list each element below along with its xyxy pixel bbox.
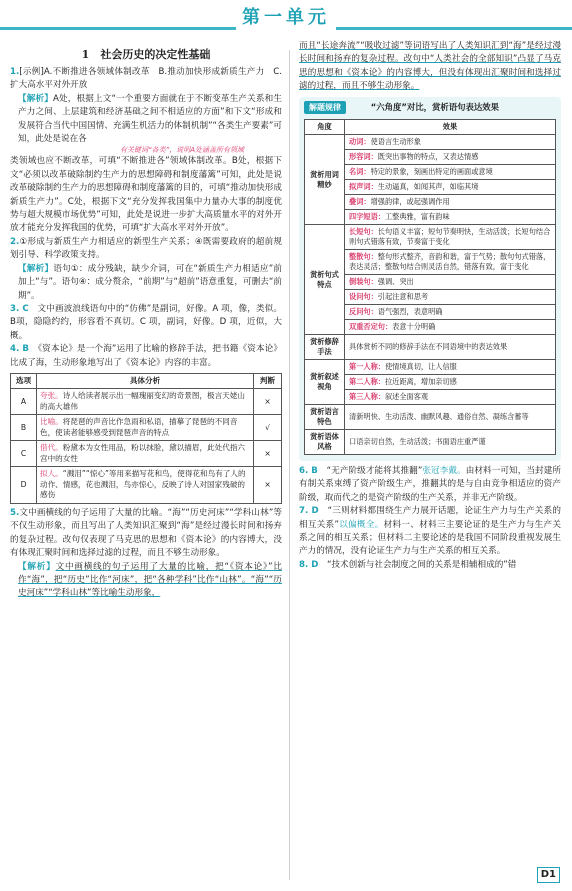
guide-effect-text: 语气强烈，表意明确 xyxy=(377,307,443,317)
guide-keyword: 叠词： xyxy=(349,197,371,207)
table-row xyxy=(11,415,282,441)
question-1-analysis-a: A处，根据上文“一个重要方面就在于不断变革生产关系和生产力之间、上层建筑和经济基础之间不相适应的方面”和下文“形成和发展符合当代中国国情、充满生机活力的体制机制”“各类生产要素”可知，此处是说在各 xyxy=(18,93,282,145)
question-5-continued: 而且“长途奔流”“吸收过滤”等词语写出了人类知识汇到“海”是经过漫长时间和扬弃的复杂过程。改句中“人类社会的全部知识”凸显了马克思的思想和《资本论》的内容博大，但没有体现出汇聚时间和选择过滤的过程，而且不够生动形象。 xyxy=(299,41,561,92)
guide-keyword: 设问句： xyxy=(349,292,378,302)
guide-keyword: 动词： xyxy=(349,137,371,147)
guide-effect-text: 工整典雅，富有韵味 xyxy=(384,212,450,222)
question-7-lead: “三则材料都围绕生产力展开话题，论证生产力与生产关系的相互关系” xyxy=(299,506,561,530)
option-cell: C xyxy=(11,441,37,467)
unit-banner xyxy=(0,0,572,44)
question-8-lead: “技术创新与社会制度之间的关系是相辅相成的”错 xyxy=(326,559,517,570)
guide-effect-cell xyxy=(345,305,556,320)
guide-category: 赏析叙述视角 xyxy=(305,360,345,405)
guide-effect-cell xyxy=(345,210,556,225)
guide-effect-cell xyxy=(345,135,556,150)
device-keyword: 夸张。 xyxy=(40,391,63,401)
guide-effect-cell xyxy=(345,390,556,405)
guide-keyword: 拟声词： xyxy=(349,182,378,192)
judgement-cell: √ xyxy=(254,415,282,441)
question-5-analysis-body: 文中画横线的句子运用了大量的比喻，把“《资本论》”比作“海”，把“历史”比作“河床”，把“各种学科”比作“山林”。“海”“历史河床”“学科山林”等比喻生动形象， xyxy=(18,561,282,599)
guide-keyword: 反问句： xyxy=(349,307,378,317)
guide-effect-cell xyxy=(345,150,556,165)
table-row xyxy=(11,389,282,415)
guide-category: 赏析语言特色 xyxy=(305,405,345,430)
analysis-text: 诗人给读者展示出一幅瑰丽变幻的奇景图，极言天姥山的高大雄伟 xyxy=(40,391,246,411)
guide-table-header: 效果 xyxy=(345,120,556,135)
guide-category: 赏析语体风格 xyxy=(305,430,345,455)
guide-effect-text: 拉近距离，增加亲切感 xyxy=(384,377,457,387)
question-6-body: 由材料一可知，当封建所有制关系束缚了资产阶级生产，推翻其的是与自由竞争相适应的资产阶级，取而代之的是资产阶级的生产关系，并非无产阶级。 xyxy=(299,466,561,503)
analysis-cell xyxy=(37,441,254,467)
guide-row xyxy=(305,135,556,150)
question-2-analysis xyxy=(10,263,282,303)
guide-effect-text: 使情境真切，让人信服 xyxy=(384,362,457,372)
analysis-tag: 【解析】 xyxy=(18,93,53,104)
guide-keyword: 形容词： xyxy=(349,152,378,162)
question-8-number: 8. D xyxy=(299,559,319,570)
guide-effect-text: 口语亲切自然，生动活泼；书面语庄重严谨 xyxy=(349,437,486,447)
guide-keyword: 第一人称： xyxy=(349,362,385,372)
guide-keyword: 长短句： xyxy=(349,227,378,237)
guide-effect-text: 使语言生动形象 xyxy=(370,137,421,147)
question-3 xyxy=(10,303,282,343)
guide-effect-text: 强调、突出 xyxy=(377,277,414,287)
question-5-analysis xyxy=(10,561,282,601)
question-1-answer: [示例]A.不断推进各领域体制改革 B.推动加快形成新质生产力 C.扩大高水平对外开放 xyxy=(10,67,282,91)
question-2-analysis-body: 语句①：成分残缺，缺少介词，可在“新质生产力相适应”前加上“与”。语句④：成分赘余，“前期”与“超前”语意重复，可删去“前期”。 xyxy=(18,263,282,301)
guide-table-header: 角度 xyxy=(305,120,345,135)
question-4-number: 4. B xyxy=(10,344,29,355)
question-5-number: 5. xyxy=(10,507,20,518)
guide-effect-cell xyxy=(345,275,556,290)
analysis-cell xyxy=(37,415,254,441)
guide-effect-text: 增强韵律，或起强调作用 xyxy=(370,197,450,207)
right-column xyxy=(299,40,561,572)
guide-row xyxy=(305,335,556,360)
option-cell: B xyxy=(11,415,37,441)
guide-category: 赏析修辞手法 xyxy=(305,335,345,360)
guide-effect-cell xyxy=(345,375,556,390)
question-6-number: 6. B xyxy=(299,466,318,477)
guide-title: “六角度”对比，赏析语句表达效果 xyxy=(370,101,499,112)
guide-effect-cell xyxy=(345,180,556,195)
question-7-number: 7. D xyxy=(299,506,319,517)
guide-effect-text: 具体赏析不同的修辞手法在不同语境中的表达效果 xyxy=(349,342,508,352)
question-8 xyxy=(299,559,561,572)
guide-keyword: 倒装句： xyxy=(349,277,378,287)
question-3-number: 3. C xyxy=(10,303,29,314)
judgement-cell: × xyxy=(254,467,282,504)
guide-effect-text: 清新明快、生动活泼、幽默风趣、通俗自然、凝练含蓄等 xyxy=(349,412,529,422)
margin-note: 有关键词“各类”，说明A处涵盖所有领域 xyxy=(120,146,245,155)
guide-keyword: 整散句： xyxy=(349,252,378,262)
guide-category: 赏析句式特点 xyxy=(305,225,345,335)
guide-effect-text: 叙述全面客观 xyxy=(384,392,429,402)
question-4-body: 《资本论》是一个海”运用了比喻的修辞手法，把书籍《资本论》比成了海，生动形象地写出了《资本论》内容的丰富。 xyxy=(10,344,282,368)
table-header: 判断 xyxy=(254,373,282,389)
unit-title: 第一单元 xyxy=(236,4,336,32)
question-6-lead: “无产阶级才能将其推翻” xyxy=(326,466,423,477)
question-2 xyxy=(10,236,282,263)
guide-effect-cell xyxy=(345,335,556,360)
question-1 xyxy=(10,66,282,93)
analysis-tag: 【解析】 xyxy=(18,263,54,274)
question-2-answer: ①形成与新质生产力相适应的新型生产关系；④既需要政府的超前规划引导、科学政策支持。 xyxy=(10,236,282,261)
guide-effect-cell xyxy=(345,225,556,250)
question-6 xyxy=(299,465,561,505)
guide-badge: 解题规律 xyxy=(304,101,346,114)
option-cell: D xyxy=(11,467,37,504)
guide-box xyxy=(299,97,561,461)
page-number xyxy=(537,867,560,883)
table-header: 选项 xyxy=(11,373,37,389)
column-divider xyxy=(289,50,290,880)
guide-keyword: 双重否定句： xyxy=(349,322,393,332)
guide-effect-cell xyxy=(345,195,556,210)
guide-effect-cell xyxy=(345,405,556,430)
question-7-error-tag: 以偏概全。 xyxy=(338,519,384,530)
guide-keyword: 第二人称： xyxy=(349,377,385,387)
question-7-body: 材料一、材料三主要论证的是生产力与生产关系之间的相互关系；但材料二主要论述的是我国不同阶段重视发展生产力的情况，没有论证生产力与生产关系的相互关系。 xyxy=(299,519,561,557)
guide-effect-text: 引起注意和思考 xyxy=(377,292,429,302)
guide-effect-cell xyxy=(345,430,556,455)
question-5 xyxy=(10,507,282,561)
guide-effect-cell xyxy=(345,360,556,375)
question-2-number: 2. xyxy=(10,236,20,247)
device-keyword: 比喻。 xyxy=(40,417,63,427)
guide-effect-cell xyxy=(345,290,556,305)
guide-keyword: 名词： xyxy=(349,167,371,177)
guide-keyword: 四字短语： xyxy=(349,212,385,222)
guide-effect-cell xyxy=(345,250,556,275)
analysis-text: 粉黛本为女性用品，粉以抹脸，黛以描眉，此处代指六宫中的女性 xyxy=(40,443,246,463)
guide-effect-text: 生动逼真，如闻其声，如临其境 xyxy=(377,182,479,192)
guide-effect-text: 长句语义丰富；短句节奏明快，生动活泼；长短句结合则句式错落有致，节奏富于变化 xyxy=(349,227,551,247)
question-6-error-tag: 张冠李戴。 xyxy=(422,466,466,477)
guide-category: 赏析用词精妙 xyxy=(305,135,345,225)
rhetoric-table xyxy=(10,373,282,504)
guide-effect-cell xyxy=(345,320,556,335)
analysis-text: “溅泪”“惊心”等用来描写花和鸟，使得花和鸟有了人的动作、情感，花也溅泪，鸟亦惊心，反映了诗人对国家残破的感伤 xyxy=(40,469,246,500)
guide-row xyxy=(305,360,556,375)
table-header: 具体分析 xyxy=(37,373,254,389)
left-column xyxy=(10,44,282,601)
analysis-cell xyxy=(37,467,254,504)
question-5-body: 文中画横线的句子运用了大量的比喻。“海”“历史河床”“学科山林”等不仅生动形象，而且写出了人类知识汇聚到“海”是经过漫长时间和扬弃的复杂过程。改句仅表现了马克思的思想和《资本论》的内容博大，没有体现汇聚时间和选择过滤的过程，而且不够生动形象。 xyxy=(10,507,282,559)
question-3-body: 文中画波浪线语句中的“仿佛”是副词，好像。A 项，像，类似。B项，隐隐约约，形容看不真切。C 项，副词，好像。D 项，近似，大概。 xyxy=(10,303,282,341)
table-row xyxy=(11,441,282,467)
guide-effect-text: 整句形式整齐，音韵和谐，富于气势；散句句式错落，表达灵活；整散句结合则灵活自然，错落有致，富于变化 xyxy=(349,252,551,272)
analysis-cell xyxy=(37,389,254,415)
analysis-tag: 【解析】 xyxy=(18,561,56,572)
device-keyword: 拟人。 xyxy=(40,469,63,479)
device-keyword: 借代。 xyxy=(40,443,63,453)
guide-row xyxy=(305,430,556,455)
page-number-label: D1 xyxy=(537,867,560,883)
guide-row xyxy=(305,225,556,250)
guide-effect-text: 表意十分明确 xyxy=(392,322,436,332)
question-1-analysis-b: 类领域也应不断改革，可填“不断推进各”领域体制改革。B处，根据下文“必须以改革破除制约生产力的思想障碍和制度藩篱”可知，此处是说改革破除制约生产力的思想障碍和制度藩篱的目的，可填“推动加快形成新质生产力”。C处，根据下文“充分发挥我国集中力量办大事的制度优势与超大规模市场优势”可知，此处是说进一步扩大高质量水平的对外开放才能充分发挥我国的优势，可填“扩大高水平对外开放”。 xyxy=(10,156,282,234)
judgement-cell: × xyxy=(254,441,282,467)
guide-keyword: 第三人称： xyxy=(349,392,385,402)
option-cell: A xyxy=(11,389,37,415)
question-4 xyxy=(10,343,282,370)
analysis-text: 将琵琶的声音比作急雨和私语，描摹了琵琶的不同音色，使读者能够感受到琵琶声音的特点 xyxy=(40,417,238,437)
question-1-analysis xyxy=(10,93,282,147)
judgement-cell: × xyxy=(254,389,282,415)
guide-table xyxy=(304,119,556,455)
question-1-number: 1. xyxy=(10,67,20,77)
guide-effect-cell xyxy=(345,165,556,180)
question-7 xyxy=(299,505,561,559)
table-row xyxy=(11,467,282,504)
guide-row xyxy=(305,405,556,430)
guide-effect-text: 既突出事物的特点，又表达情感 xyxy=(377,152,479,162)
guide-effect-text: 特定的景象，刻画出特定的画面或意境 xyxy=(370,167,493,177)
section-title: 1 社会历史的决定性基础 xyxy=(81,48,211,61)
